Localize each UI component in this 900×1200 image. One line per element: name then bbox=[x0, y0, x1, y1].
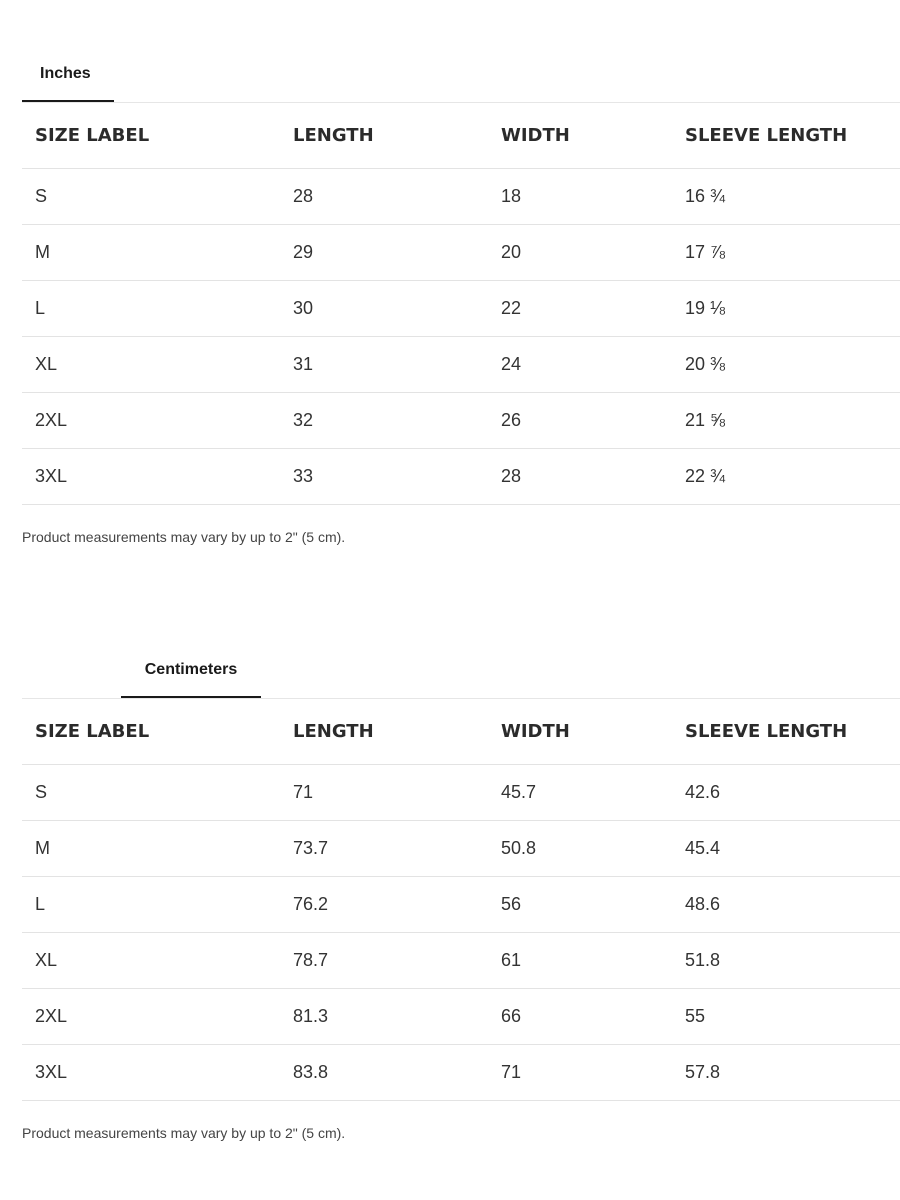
header-size-label: SIZE LABEL bbox=[22, 699, 280, 765]
cell-width: 61 bbox=[488, 933, 672, 989]
cell-sleeve-length: 55 bbox=[672, 989, 900, 1045]
cell-length: 78.7 bbox=[280, 933, 488, 989]
centimeters-table bbox=[22, 699, 900, 1101]
cell-width: 56 bbox=[488, 877, 672, 933]
cell-size: M bbox=[22, 821, 280, 877]
tab-centimeters[interactable]: Centimeters bbox=[121, 648, 261, 698]
cell-sleeve-length: 16 ¾ bbox=[672, 169, 900, 225]
table-row bbox=[22, 765, 900, 821]
cell-sleeve-length: 42.6 bbox=[672, 765, 900, 821]
table-row bbox=[22, 877, 900, 933]
cell-sleeve-length: 19 ⅛ bbox=[672, 281, 900, 337]
measurement-note: Product measurements may vary by up to 2" (5 cm). bbox=[22, 529, 346, 545]
cell-sleeve-length: 57.8 bbox=[672, 1045, 900, 1101]
cell-length: 30 bbox=[280, 281, 488, 337]
cell-size: S bbox=[22, 169, 280, 225]
inches-size-chart bbox=[22, 52, 900, 545]
cell-length: 32 bbox=[280, 393, 488, 449]
header-length: LENGTH bbox=[280, 699, 488, 765]
table-row bbox=[22, 989, 900, 1045]
centimeters-size-chart bbox=[22, 648, 900, 1141]
unit-tab-bar bbox=[22, 52, 900, 103]
header-width: WIDTH bbox=[488, 699, 672, 765]
cell-sleeve-length: 45.4 bbox=[672, 821, 900, 877]
cell-length: 29 bbox=[280, 225, 488, 281]
cell-sleeve-length: 51.8 bbox=[672, 933, 900, 989]
cell-width: 66 bbox=[488, 989, 672, 1045]
table-row bbox=[22, 393, 900, 449]
header-sleeve-length: SLEEVE LENGTH bbox=[672, 699, 900, 765]
cell-length: 83.8 bbox=[280, 1045, 488, 1101]
cell-width: 50.8 bbox=[488, 821, 672, 877]
cell-size: L bbox=[22, 877, 280, 933]
cell-sleeve-length: 20 ⅜ bbox=[672, 337, 900, 393]
cell-width: 18 bbox=[488, 169, 672, 225]
cell-size: 2XL bbox=[22, 393, 280, 449]
cell-length: 76.2 bbox=[280, 877, 488, 933]
header-size-label: SIZE LABEL bbox=[22, 103, 280, 169]
table-row bbox=[22, 225, 900, 281]
cell-length: 28 bbox=[280, 169, 488, 225]
cell-size: M bbox=[22, 225, 280, 281]
header-length: LENGTH bbox=[280, 103, 488, 169]
cell-width: 24 bbox=[488, 337, 672, 393]
cell-length: 33 bbox=[280, 449, 488, 505]
cell-size: L bbox=[22, 281, 280, 337]
cell-width: 45.7 bbox=[488, 765, 672, 821]
cell-sleeve-length: 22 ¾ bbox=[672, 449, 900, 505]
table-header-row bbox=[22, 699, 900, 765]
cell-sleeve-length: 17 ⅞ bbox=[672, 225, 900, 281]
inches-table bbox=[22, 103, 900, 505]
table-row bbox=[22, 933, 900, 989]
cell-size: 3XL bbox=[22, 1045, 280, 1101]
cell-sleeve-length: 21 ⅝ bbox=[672, 393, 900, 449]
cell-length: 31 bbox=[280, 337, 488, 393]
cell-sleeve-length: 48.6 bbox=[672, 877, 900, 933]
cell-size: XL bbox=[22, 337, 280, 393]
cell-length: 71 bbox=[280, 765, 488, 821]
cell-width: 71 bbox=[488, 1045, 672, 1101]
cell-length: 81.3 bbox=[280, 989, 488, 1045]
cell-size: 3XL bbox=[22, 449, 280, 505]
unit-tab-bar bbox=[22, 648, 900, 699]
cell-width: 28 bbox=[488, 449, 672, 505]
cell-width: 26 bbox=[488, 393, 672, 449]
table-header-row bbox=[22, 103, 900, 169]
table-row bbox=[22, 337, 900, 393]
cell-size: XL bbox=[22, 933, 280, 989]
header-sleeve-length: SLEEVE LENGTH bbox=[672, 103, 900, 169]
table-row bbox=[22, 169, 900, 225]
cell-width: 20 bbox=[488, 225, 672, 281]
table-row bbox=[22, 821, 900, 877]
tab-inches[interactable]: Inches bbox=[22, 52, 114, 102]
table-row bbox=[22, 449, 900, 505]
cell-width: 22 bbox=[488, 281, 672, 337]
measurement-note: Product measurements may vary by up to 2" (5 cm). bbox=[22, 1125, 346, 1141]
table-row bbox=[22, 281, 900, 337]
cell-length: 73.7 bbox=[280, 821, 488, 877]
header-width: WIDTH bbox=[488, 103, 672, 169]
cell-size: 2XL bbox=[22, 989, 280, 1045]
table-row bbox=[22, 1045, 900, 1101]
cell-size: S bbox=[22, 765, 280, 821]
